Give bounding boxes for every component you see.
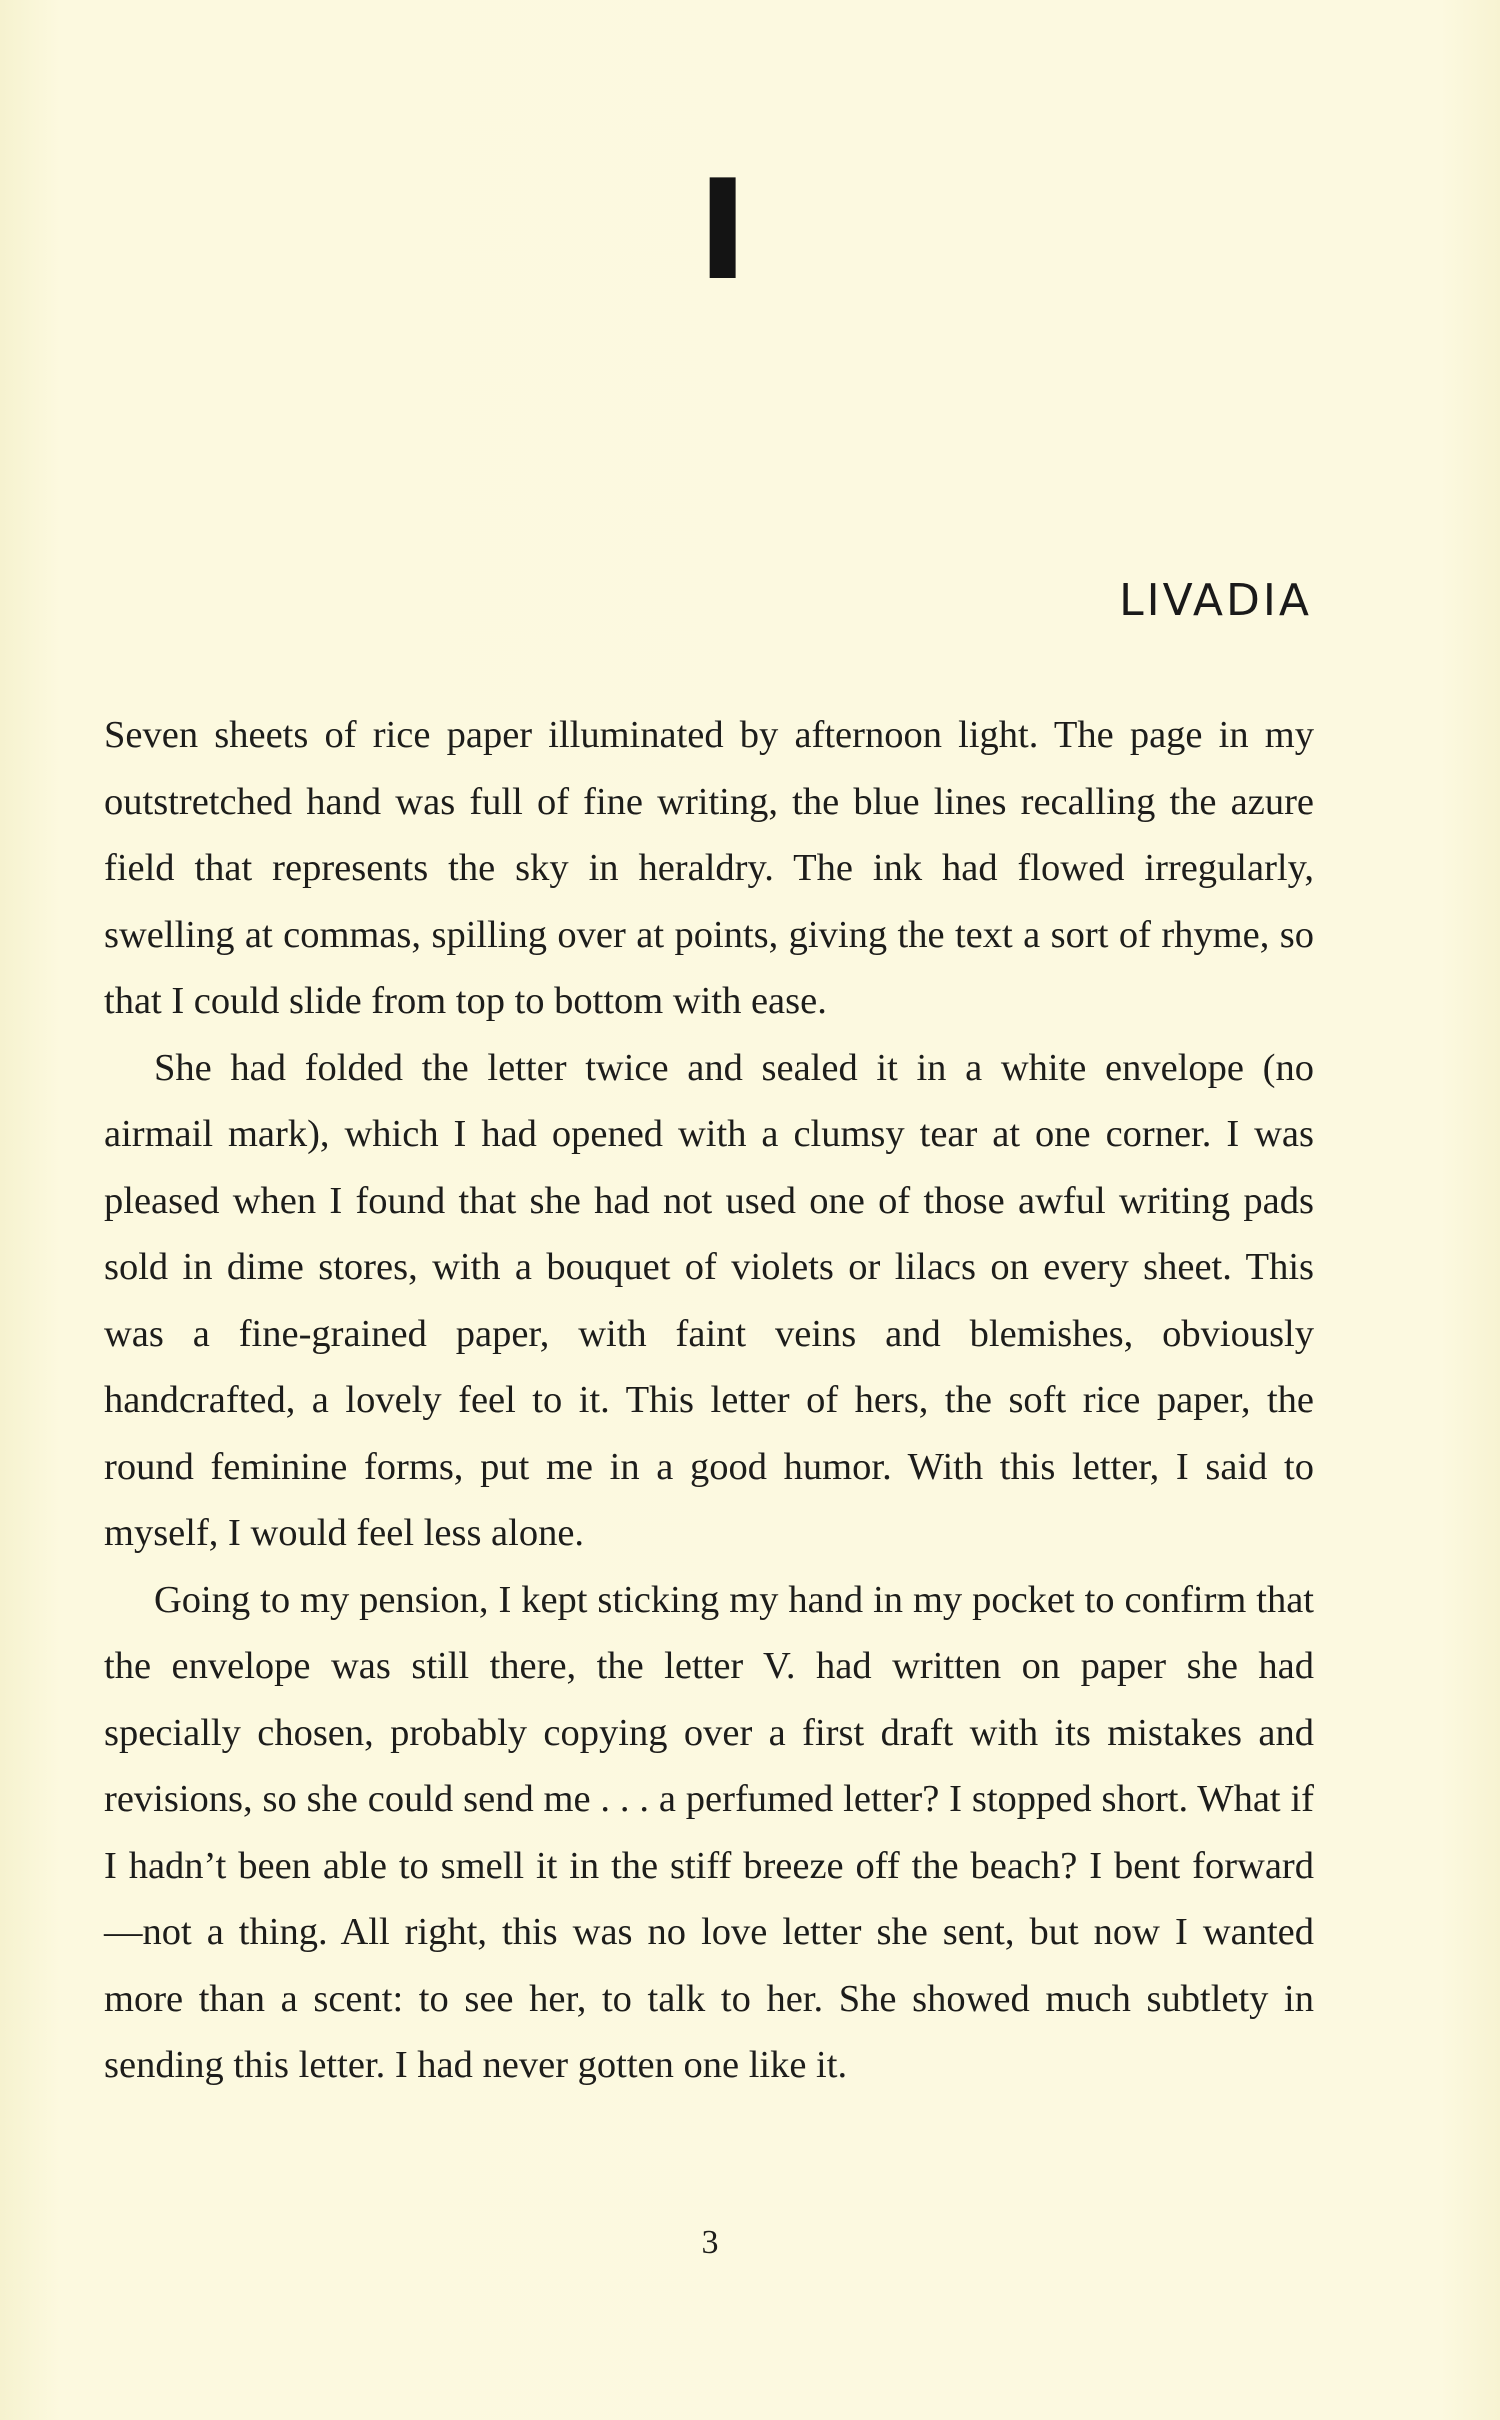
paragraph-1: Seven sheets of rice paper illuminated by afternoon light. The page in my outstretched hand was full of fine writing, the blue lines recalling the azure field that represents the sky in heraldry. The ink had flowed irregularly, swelling at commas, spilling over at points, giving the text a sort of rhyme, so that I could slide from top to bottom with ease. [104, 714, 1314, 1022]
page-number: 3 [701, 2224, 719, 2261]
paragraph-3: Going to my pension, I kept sticking my hand in my pocket to confirm that the envelope was still there, the letter V. had written on paper she had specially chosen, probably copying over a first draft with its mistakes and revisions, so she could send me . . . a perfumed letter? I stopped short. What if I hadn’t been able to smell it in the stiff breeze off the beach? I bent forward—not a thing. All right, this was no love letter she sent, but now I wanted more than a scent: to see her, to talk to her. She showed much subtlety in sending this letter. I had never gotten one like it. [104, 1578, 1314, 2086]
paragraph-2: She had folded the letter twice and sealed it in a white envelope (no airmail mark), which I had opened with a clumsy tear at one corner. I was pleased when I found that she had not used one of those awful writing pads sold in dime stores, with a bouquet of violets or lilacs on every sheet. This was a fine-grained paper, with faint veins and blemishes, obviously handcrafted, a lovely feel to it. This letter of hers, the soft rice paper, the round feminine forms, put me in a good humor. With this letter, I said to myself, I would feel less alone. [104, 1046, 1314, 1554]
chapter-number: I [697, 150, 749, 311]
body-text [104, 702, 1314, 2099]
chapter-title: LIVADIA [1119, 575, 1312, 626]
